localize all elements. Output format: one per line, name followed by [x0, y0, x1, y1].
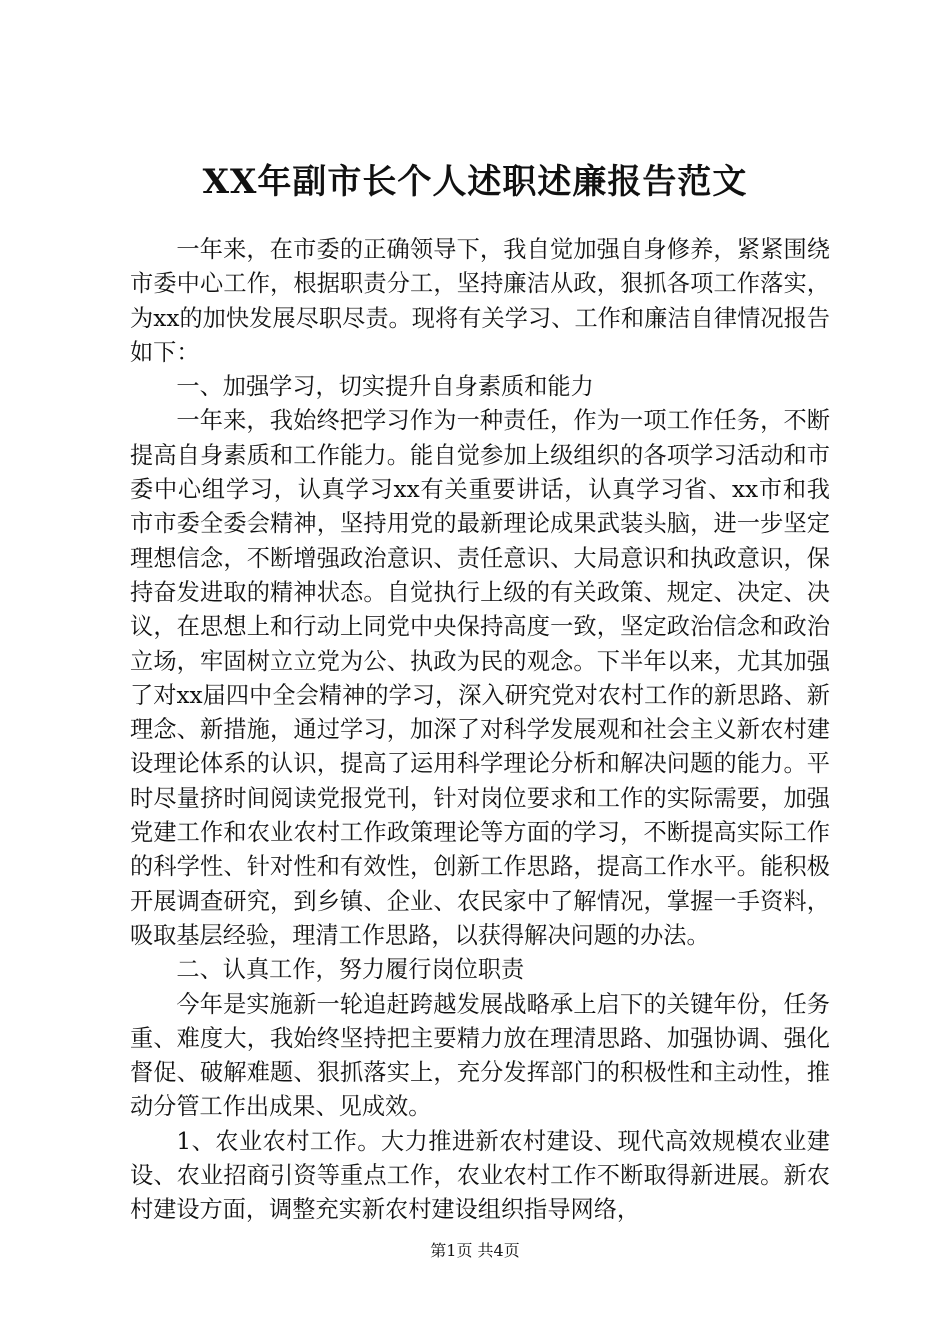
document-title: XX年副市长个人述职述廉报告范文: [202, 162, 748, 202]
document-body: [130, 233, 830, 1228]
section-2-paragraph: 今年是实施新一轮追赶跨越发展战略承上启下的关键年份，任务重、难度大，我始终坚持把主要精力放在理清思路、加强协调、强化督促、破解难题、狠抓落实上，充分发挥部门的积极性和主动性，推动分管工作出成果、见成效。: [130, 990, 830, 1121]
section-heading-1: 一、加强学习，切实提升自身素质和能力: [176, 373, 594, 401]
page-number: 第1页 共4页: [430, 1241, 520, 1260]
agriculture-paragraph: 1、农业农村工作。大力推进新农村建设、现代高效规模农业建设、农业招商引资等重点工作，农业农村工作不断取得新进展。新农村建设方面，调整充实新农村建设组织指导网络，: [130, 1127, 830, 1224]
section-heading-2: 二、认真工作，努力履行岗位职责: [176, 956, 525, 984]
section-1-paragraph: 一年来，我始终把学习作为一种责任，作为一项工作任务，不断提高自身素质和工作能力。能自觉参加上级组织的各项学习活动和市委中心组学习，认真学习xx有关重要讲话，认真学习省、xx市和我市市委全委会精神，坚持用党的最新理论成果武装头脑，进一步坚定理想信念，不断增强政治意识、责任意识、大局意识和执政意识，保持奋发进取的精神状态。自觉执行上级的有关政策、规定、决定、决议，在思想上和行动上同党中央保持高度一致，坚定政治信念和政治立场，牢固树立立党为公、执政为民的观念。下半年以来，尤其加强了对xx届四中全会精神的学习，深入研究党对农村工作的新思路、新理念、新措施，通过学习，加深了对科学发展观和社会主义新农村建设理论体系的认识，提高了运用科学理论分析和解决问题的能力。平时尽量挤时间阅读党报党刊，针对岗位要求和工作的实际需要，加强党建工作和农业农村工作政策理论等方面的学习，不断提高实际工作的科学性、针对性和有效性，创新工作思路，提高工作水平。能积极开展调查研究，到乡镇、企业、农民家中了解情况，掌握一手资料，吸取基层经验，理清工作思路，以获得解决问题的办法。: [130, 407, 830, 949]
intro-paragraph: 一年来，在市委的正确领导下，我自觉加强自身修养，紧紧围绕市委中心工作，根据职责分工，坚持廉洁从政，狠抓各项工作落实，为xx的加快发展尽职尽责。现将有关学习、工作和廉洁自律情况报告如下：: [130, 236, 830, 366]
